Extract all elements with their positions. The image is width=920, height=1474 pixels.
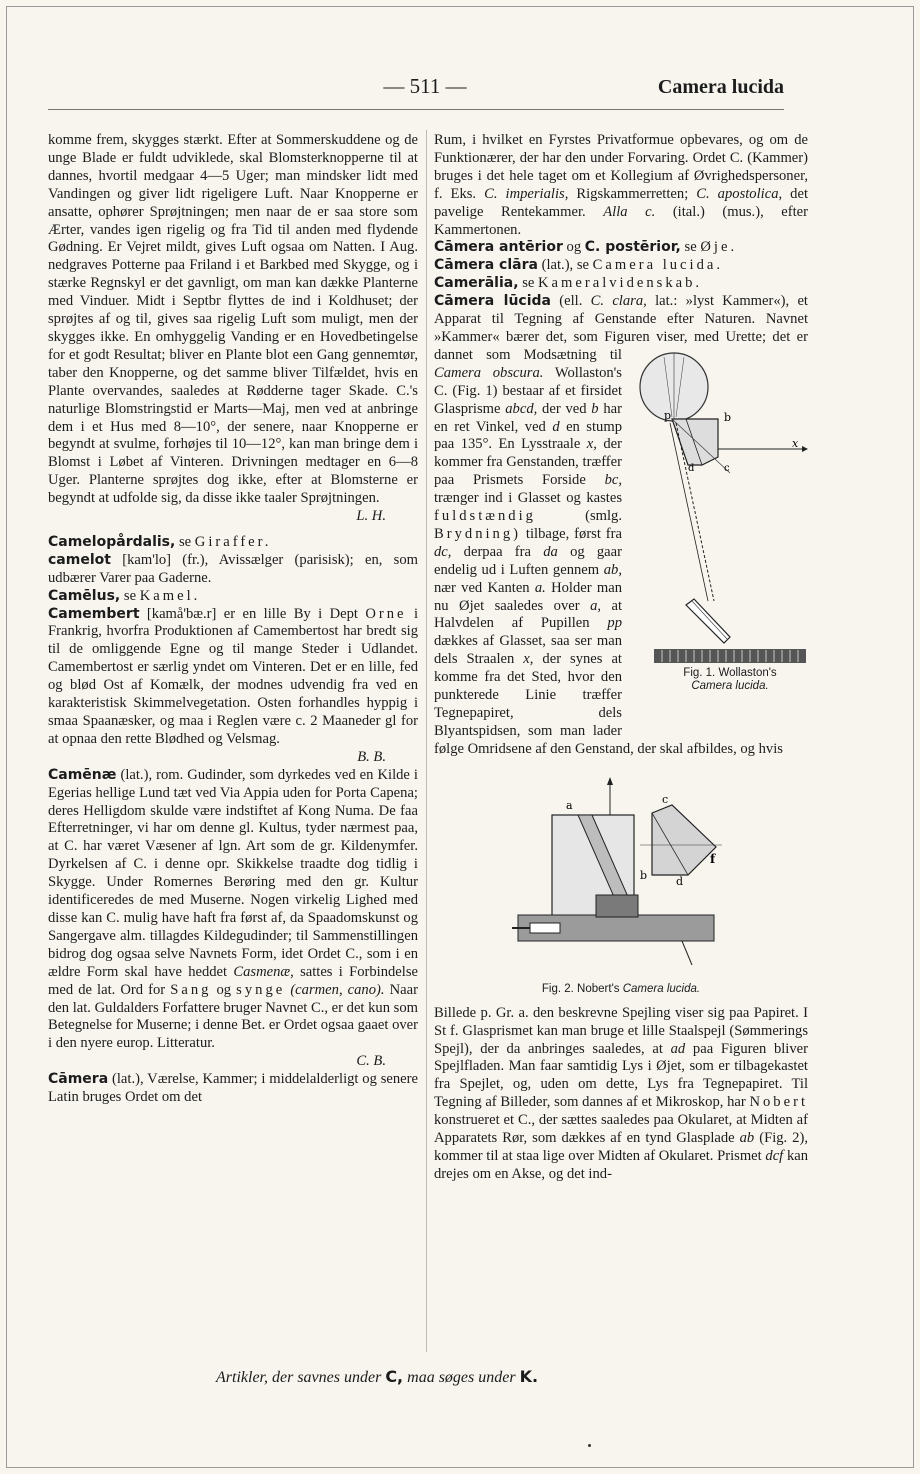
figure-1-wollaston bbox=[632, 347, 808, 729]
cross-ref-camera-lucida[interactable]: Camera lucida. bbox=[592, 257, 724, 274]
entry-camera-clara: Cāmera clāra (lat.), se Camera lucida. bbox=[434, 257, 724, 274]
left-column bbox=[48, 132, 418, 1107]
signature-lh: L. H. bbox=[356, 508, 386, 525]
entry-cameralia: Camerālia, se Kameralvidenskab. bbox=[434, 275, 703, 292]
fig2-label-b: b bbox=[640, 868, 648, 882]
signature-cb: C. B. bbox=[356, 1053, 386, 1070]
print-speck bbox=[588, 1444, 591, 1447]
headword-camelopardalis: Camelopårdalis, bbox=[48, 533, 176, 550]
column-divider bbox=[426, 130, 427, 1352]
entry-camembert: Camembert [kamå'bæ.r] er en lille By i Dept Orne i Frankrig, hvorfra Produktionen af Camembertost har bredt sig til de omliggende Egne og til mange Steder i Udlandet. Camembertost er særlig yndet om Vinteren. Det er en lille, fed og blød Ost af Komælk, der modnes udvendig fra ved en karakteristisk Skimmelvegetation. Osten forhandles hyppig i smaa Spaanæsker, og maa i Reglen være c. 2 Maaneder gl for at opnaa den rette Blødhed og Velsmag. bbox=[48, 605, 418, 747]
headword-cameralia: Camerālia, bbox=[434, 275, 519, 292]
entry-camelot: camelot [kam'lo] (fr.), Avissælger (parisisk); en, som udbærer Varer paa Gaderne. bbox=[48, 551, 418, 586]
camera-continuation: Rum, i hvilket en Fyrstes Privatformue opbevares, og om de Funktionærer, der har den under Forvaring. Ordet C. (Kammer) bruges i det hele taget om et Kollegium af Øvrighedspersoner, f. Eks. C. imperialis, Rigskammerretten; C. apostolica, det pavelige Rentekammer. Alla c. (ital.) (mus.), efter Kammertonen. bbox=[434, 132, 809, 238]
entry-camera: Cāmera (lat.), Værelse, Kammer; i middelalderligt og senere Latin bruges Ordet om det bbox=[48, 1071, 418, 1106]
figure-2-nobert bbox=[434, 775, 808, 1005]
fig2-label-d: d bbox=[676, 874, 684, 888]
headword-camera-clara: Cāmera clāra bbox=[434, 257, 538, 274]
figure-2-drawing bbox=[512, 775, 722, 975]
footer-note: Artikler, der savnes under C, maa søges under K. bbox=[216, 1367, 539, 1386]
headword-camembert: Camembert bbox=[48, 605, 140, 622]
headword-camera: Cāmera bbox=[48, 1071, 109, 1088]
fig2-label-a: a bbox=[566, 798, 573, 812]
fig1-label-b: b bbox=[724, 410, 732, 424]
fig1-label-p: p bbox=[664, 408, 672, 422]
cross-ref-kameralvidenskab[interactable]: Kameralvidenskab. bbox=[538, 275, 703, 292]
entry-camera-lucida: Cāmera lūcida (ell. C. clara, lat.: »lyst Kammer«), et Apparat til Tegning af Genstande efter Naturen. Navnet »Kammer« bærer det, som Figuren viser, med Urette; det er dannet som Modsætning til p b x d c Fig. 1. Wollaston's Camera lucida. Camera obscura. Wollaston's C. (Fig. 1) bestaar af et firsidet Glasprisme abcd, der ved b har en ret Vinkel, ved d en stump paa 135°. En Lysstraale x, der kommer fra Genstanden, træffer paa Prismets Forside bc, trænger ind i Glasset og kastes fuldstændig (smlg. Brydning) tilbage, først fra dc, derpaa fra da og gaar endelig ud i Luften gennem ab, nær ved Kanten a. Holder man nu Øjet saaledes over a, at Halvdelen af Pupillen pp dækkes af Glasset, saa ser man dels Straalen x, der synes at komme fra det Sted, hvor den punkterede Linie træffer Tegnepapiret, dels Blyantspidsen, som man lader følge Omridsene af den Genstand, der skal afbildes, og hvis bbox=[434, 293, 808, 757]
page-number: — 511 — bbox=[383, 74, 467, 98]
entry-camelopardalis: Camelopårdalis, se Giraffer. bbox=[48, 533, 272, 550]
headword-camera-lucida: Cāmera lūcida bbox=[434, 293, 551, 310]
camera-lucida-continued: Billede p. Gr. a. den beskrevne Spejling viser sig paa Papiret. I St f. Glasprismet kan man bruge et lille Staalspejl (Sømmerings Spejl), der da anbringes saaledes, at ad paa Figuren bliver Spejlfladen. Man faar samtidig Lys i Øjet, som er tilbagekastet fra Spejlet, og, uden om dette, Lys fra Tegnepapiret. Til Tegning af Billeder, som dannes af et Mikroskop, har Nobert konstrueret et C., der sættes saaledes paa Okularet, at Midten af Apparatets Rør, som dækkes af en tynd Glasplade ab (Fig. 2), kommer til at staa lige over Midten af Okularet. Prismet dcf kan drejes om en Akse, og det ind- bbox=[434, 1004, 809, 1182]
right-column bbox=[434, 132, 808, 1184]
figure-1-caption: Fig. 1. Wollaston's Camera lucida. bbox=[683, 666, 777, 692]
entry-camera-anterior: Cāmera antērior og C. postērior, se Øje. bbox=[434, 239, 738, 256]
headword-camelus: Camēlus, bbox=[48, 587, 121, 604]
headword-camelot: camelot bbox=[48, 551, 111, 568]
fig2-label-c: c bbox=[662, 792, 669, 806]
fig2-label-f: f bbox=[710, 851, 716, 866]
cross-ref-oje[interactable]: Øje. bbox=[700, 239, 738, 256]
fig1-label-x: x bbox=[792, 436, 799, 450]
headword-camera-anterior: Cāmera antērior bbox=[434, 239, 563, 256]
figure-2-caption: Fig. 2. Nobert's Camera lucida. bbox=[541, 982, 701, 995]
running-title: Camera lucida bbox=[657, 76, 784, 98]
cross-ref-giraffer[interactable]: Giraffer. bbox=[194, 533, 272, 550]
fig1-label-d: d bbox=[688, 462, 695, 474]
fig1-label-c: c bbox=[724, 462, 730, 474]
signature-bb: B. B. bbox=[357, 748, 386, 765]
headword-camenae: Camēnæ bbox=[48, 766, 117, 783]
entry-camenae: Camēnæ (lat.), rom. Gudinder, som dyrkedes ved en Kilde i Egerias hellige Lund tæt ved Via Appia uden for Porta Capena; deres Helligdom skulde være indstiftet af Kong Numa. De faa Efterretninger, vi har om denne gl. Kultus, tyder nærmest paa, at C. har været Væsener af lgn. Art som de gr. Kildenymfer. Dyrkelsen af C. i denne opr. Skikkelse traadte dog tidlig i Skygge. Under Romernes Berøring med den gr. Kultur identificeredes de med Muserne. Nogen virkelig Lighed med disse kan C. mulig have haft fra først af, da Spaadomskunst og Sangergave alm. tillagdes Kildegudinder; til Sammenstillingen bidrog dog ogsaa selve Navnets Form, idet Ordet C., som i en ældre Form skal have heddet Casmenæ, sattes i Forbindelse med de lat. Ord for Sang og synge (carmen, cano). Naar den lat. Guldalders Forfattere bruger Navnet C., er det kun som Betegnelse for Muserne; i denne Bet. er Ordet ogsaa gaaet over i den nyere europ. Litteratur. bbox=[48, 766, 419, 1052]
entry-camelus: Camēlus, se Kamel. bbox=[48, 587, 201, 604]
cross-ref-kamel[interactable]: Kamel. bbox=[139, 587, 201, 604]
headword-camera-posterior: C. postērior, bbox=[584, 239, 681, 256]
figure-1-drawing bbox=[632, 347, 808, 665]
header-rule bbox=[48, 109, 784, 110]
intro-paragraph: komme frem, skygges stærkt. Efter at Sommerskuddene og de unge Blade er fuldt udviklede, skal Blomsterknopperne til at dannes, hvortil medgaar 4—5 Uger; man mindsker lidt med Vandingen og giver lidt rigeligere Luft. Naar Knopperne er ansatte, ophører Sprøjtningen; men naar de er saa store som Ærter, vandes igen rigelig og fra Tid til anden med flydende Gødning. Er Vejret mildt, gives Luft ogsaa om Natten. I Aug. nedgraves Potterne paa Friland i et Barkbed med Skygge, og i stærke Regnskyl er det gavnligt, om man kan dække Planterne med Vinduer. Midt i Septbr flyttes de ind i Koldhuset; der sprøjtes af og til, gives saa rigelig Luft som muligt, men der skygges ikke. En omhyggelig Vanding er en Hovedbetingelse for et godt Resultat; bliver en Plante blot een Gang gennemtør, taber den Knopperne, og det samme bliver Tilfældet, hvis en Plante overvandes, saaledes at Rødderne tager Skade. C.'s naturlige Blomstringstid er Marts—Maj, men ved at anbringe dem i et Hus med 8—10°, der senere, naar Knopperne er begyndt at svulme, forhøjes til 10—12°, kan man bringe dem i Blomst i Løbet af Vinteren. Drivningen medtager en 6—8 Uger. Planterne sprøjtes dog ikke, efter at Blomsterne er begyndt at udfolde sig, da disse ikke taaler Sprøjtningen. bbox=[48, 132, 418, 507]
